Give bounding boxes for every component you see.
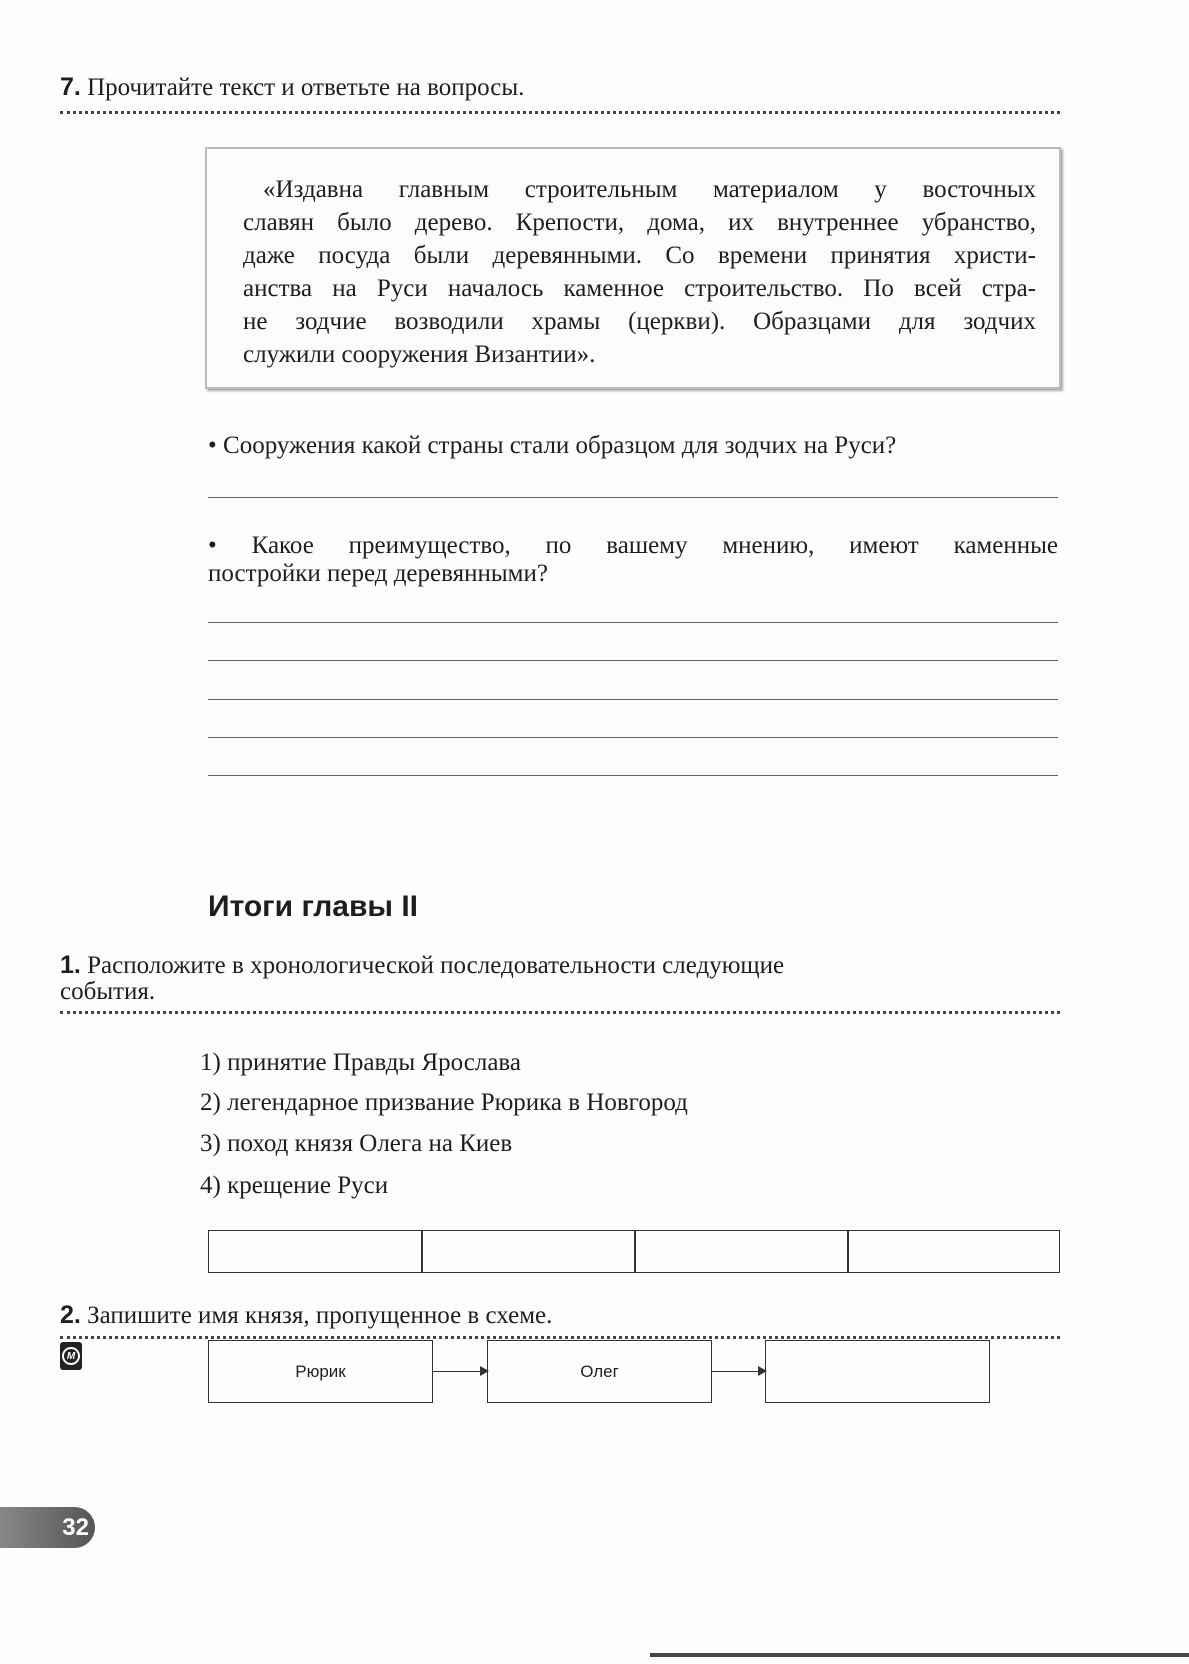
answer-line[interactable] <box>208 775 1058 776</box>
page-edge <box>650 1653 1189 1657</box>
question-text: Какое преимущество, по вашему мнению, имеют каменные <box>251 532 1058 559</box>
answer-line[interactable] <box>208 660 1058 661</box>
event-item: 1) принятие Правды Ярослава <box>200 1049 521 1076</box>
question-1 <box>208 431 896 461</box>
task-instruction: Прочитайте текст и ответьте на вопросы. <box>87 74 525 101</box>
m-icon-letter: M <box>62 1347 80 1365</box>
quote-line: анства на Руси началось каменное строительство. По всей стра- <box>243 275 1036 302</box>
quote-line: служили сооружения Византии». <box>243 341 596 368</box>
task-instruction: Расположите в хронологической последовательности следующие <box>87 952 785 979</box>
scheme-box-answer[interactable] <box>765 1340 990 1403</box>
question-2-cont: постройки перед деревянными? <box>208 560 548 587</box>
scheme-box-oleg: Олег <box>487 1340 712 1403</box>
page-number: 32 <box>62 1513 89 1541</box>
answer-cell[interactable] <box>208 1230 423 1273</box>
answer-line[interactable] <box>208 497 1058 498</box>
quote-line: не зодчие возводили храмы (церкви). Образцами для зодчих <box>243 308 1036 335</box>
chapter-summary-heading: Итоги главы II <box>208 890 419 923</box>
arrow-icon <box>712 1371 765 1372</box>
event-item: 3) поход князя Олега на Киев <box>200 1130 513 1157</box>
task-number: 2. <box>60 1301 81 1329</box>
task7-heading <box>60 72 524 103</box>
page-number-tab <box>0 1507 95 1548</box>
quote-box <box>205 147 1061 389</box>
task2-heading <box>60 1300 552 1331</box>
question-text: Сооружения какой страны стали образцом для зодчих на Руси? <box>223 432 897 459</box>
task-number: 1. <box>60 951 81 979</box>
task-number: 7. <box>60 73 81 101</box>
quote-line: даже посуда были деревянными. Со времени принятия христи- <box>243 242 1036 269</box>
answer-cell[interactable] <box>634 1230 849 1273</box>
arrow-icon <box>432 1371 487 1372</box>
quote-line: «Издавна главным строительным материалом у восточных <box>263 176 1036 203</box>
quote-line: славян было дерево. Крепости, дома, их внутреннее убранство, <box>243 209 1036 236</box>
divider <box>60 1336 1060 1339</box>
event-item: 2) легендарное призвание Рюрика в Новгород <box>200 1089 688 1116</box>
divider <box>60 111 1060 114</box>
m-icon <box>60 1342 82 1370</box>
scheme-box-rurik: Рюрик <box>208 1340 433 1403</box>
answer-line[interactable] <box>208 737 1058 738</box>
answer-cell[interactable] <box>421 1230 636 1273</box>
answer-line[interactable] <box>208 622 1058 623</box>
event-item: 4) крещение Руси <box>200 1172 389 1199</box>
question-2 <box>208 531 1058 561</box>
bullet-icon: • <box>208 432 217 459</box>
task1-heading-cont: события. <box>60 978 156 1005</box>
divider <box>60 1011 1060 1014</box>
task-instruction: Запишите имя князя, пропущенное в схеме. <box>87 1302 553 1329</box>
bullet-icon: • <box>208 532 217 559</box>
task1-heading <box>60 950 784 981</box>
answer-cell[interactable] <box>847 1230 1060 1273</box>
answer-line[interactable] <box>208 699 1058 700</box>
